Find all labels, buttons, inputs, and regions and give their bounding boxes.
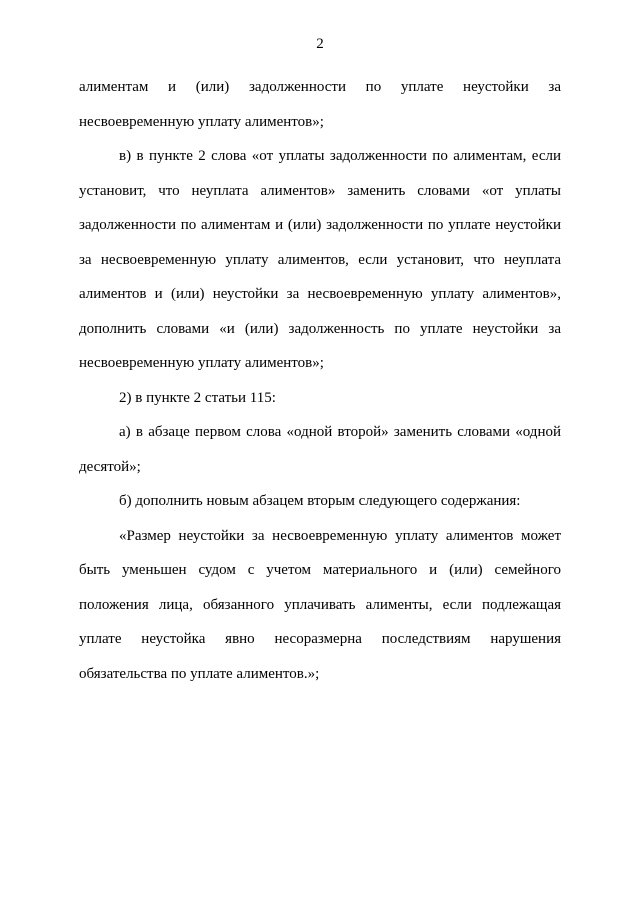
continued-paragraph-line-2: несвоевременную уплату алиментов»;: [79, 113, 324, 130]
continued-paragraph-line-1: алиментам и (или) задолженности по уплате неустойки за: [79, 79, 561, 95]
paragraph-item-2: 2) в пункте 2 статьи 115:: [119, 389, 276, 406]
paragraph-item-b: б) дополнить новым абзацем вторым следующего содержания:: [119, 493, 521, 509]
document-body: [79, 70, 561, 691]
paragraph-item-v: в) в пункте 2 слова «от уплаты задолженности по алиментам, если установит, что неуплата алиментов» заменить словами «от уплаты задолженности по алиментам и (или) задолженности по уплате неустойки за несвоевременную уплату алиментов, если установит, что неуплата алиментов и (или) неустойки за несвоевременную уплату алиментов», дополнить словами «и (или) задолженность по уплате неустойки за несвоевременную уплату алиментов»;: [79, 148, 561, 371]
quoted-paragraph: «Размер неустойки за несвоевременную уплату алиментов может быть уменьшен судом с учетом материального и (или) семейного положения лица, обязанного уплачивать алименты, если подлежащая уплате неустойка явно несоразмерна последствиям нарушения обязательства по уплате алиментов.»;: [79, 527, 561, 682]
paragraph-item-a: а) в абзаце первом слова «одной второй» заменить словами «одной десятой»;: [79, 424, 561, 475]
page-number: 2: [316, 36, 324, 52]
